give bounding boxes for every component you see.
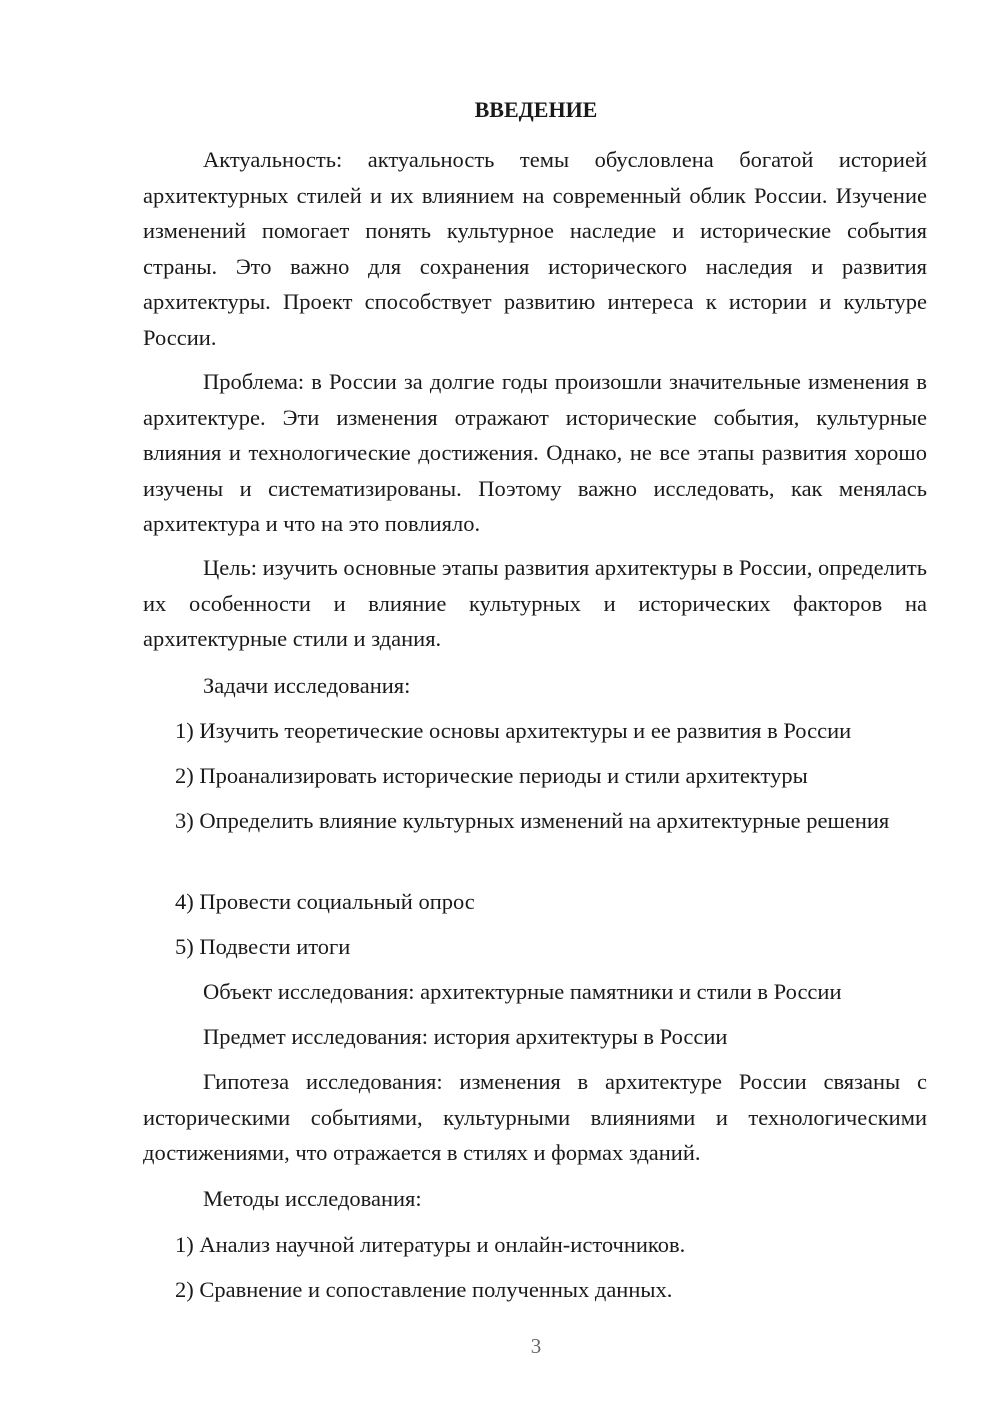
tasks-heading: Задачи исследования: [203, 673, 411, 698]
paragraph-relevance: Актуальность: актуальность темы обусловлена богатой историей архитектурных стилей и их влиянием на современный облик России. Изучение изменений помогает понять культурное наследие и исторические события страны. Это важно для сохранения исторического наследия и развития архитектуры. Проект способствует развитию интереса к истории и культуре России. [143, 147, 927, 350]
task-item-3: 3) Определить влияние культурных изменений на архитектурные решения [175, 808, 890, 833]
method-item-1: 1) Анализ научной литературы и онлайн-источников. [175, 1232, 686, 1257]
section-title: ВВЕДЕНИЕ [474, 97, 598, 122]
page-number: 3 [530, 1334, 542, 1358]
paragraph-goal: Цель: изучить основные этапы развития архитектуры в России, определить их особенности и влияние культурных и исторических факторов на архитектурные стили и здания. [143, 555, 927, 651]
task-item-5: 5) Подвести итоги [175, 934, 351, 959]
task-item-4: 4) Провести социальный опрос [175, 889, 475, 914]
paragraph-hypothesis: Гипотеза исследования: изменения в архитектуре России связаны с историческими событиями, культурными влияниями и технологическими достижениями, что отражается в стилях и формах зданий. [143, 1069, 927, 1165]
method-item-2: 2) Сравнение и сопоставление полученных данных. [175, 1277, 673, 1302]
paragraph-object: Объект исследования: архитектурные памятники и стили в России [203, 979, 842, 1004]
paragraph-problem: Проблема: в России за долгие годы произошли значительные изменения в архитектуре. Эти изменения отражают исторические события, культурные влияния и технологические достижения. Однако, не все этапы развития хорошо изучены и систематизированы. Поэтому важно исследовать, как менялась архитектура и что на это повлияло. [143, 369, 927, 536]
methods-heading: Методы исследования: [203, 1186, 422, 1211]
task-item-1: 1) Изучить теоретические основы архитектуры и ее развития в России [175, 718, 852, 743]
task-item-2: 2) Проанализировать исторические периоды и стили архитектуры [175, 763, 808, 788]
paragraph-subject: Предмет исследования: история архитектуры в России [203, 1024, 728, 1049]
